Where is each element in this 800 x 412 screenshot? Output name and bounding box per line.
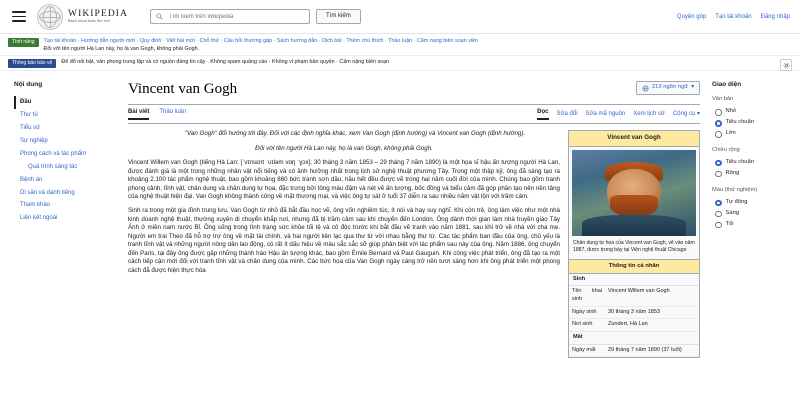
page-title: Vincent van Gogh [128, 81, 238, 98]
infobox [568, 130, 700, 358]
toc-label: Sự nghiệp [20, 138, 48, 145]
sidebar-item-tham-khao[interactable] [14, 199, 114, 212]
hatnote-secondary: Đối với tên người Hà Lan này, họ là van Gogh, không phải Gogh. [255, 144, 433, 152]
globe-icon [37, 4, 63, 30]
infobox-value: Vincent Willem van Gogh [608, 288, 670, 295]
create-account-link[interactable]: Tạo tài khoản [715, 13, 752, 20]
radio-icon[interactable] [715, 222, 722, 229]
text-size-large[interactable] [712, 129, 790, 140]
protection-notice-tag: Thông báo bảo vệ [8, 59, 56, 69]
infobox-key: Ngày mất [572, 346, 596, 353]
logo-wordmark: WIKIPEDIA [68, 8, 129, 19]
infobox-subheader-birth: Sinh [569, 274, 699, 287]
logo-tagline: Bách khoa toàn thư mở [68, 19, 110, 24]
infobox-key: Nơi sinh [572, 321, 593, 328]
sidebar-item-benh-an[interactable] [14, 173, 114, 186]
article-paragraph-1: Vincent Willem van Gogh (tiếng Hà Lan: [ˈvɪnsɛnt ˈʋɪləm vɑŋ ˈɣɔx]; 30 tháng 3 năm 1853 – 29 tháng 7 năm 1890) là một họa sĩ hậu ấn tượng người Hà Lan, được đánh giá là một trong những nhân vật nổi tiếng và có ảnh hưởng nhất trong lịch sử nghệ thuật phương Tây. Trong một thập kỷ, ông đã sáng tạo ra khoảng 2.100 tác phẩm nghệ thuật, bao gồm khoảng 860 bức tranh sơn dầu, hầu hết đều được vẽ trong hai năm cuối đời của mình. Chúng bao gồm tranh phong cảnh, tĩnh vật, chân dung và chân dung tự họa, đặc trưng bởi tông màu đậm và nét vẽ ấn tượng, bốc đồng và biểu cảm đã góp phần tạo nên nền tảng của nghệ thuật hiện đại. Van Gogh không thành công về mặt thương mại, và việc ông tự sát ở tuổi 37 diễn ra sau nhiều năm vật lộn với trầm cảm. [128, 159, 560, 201]
search-button[interactable]: Tìm kiếm [316, 9, 361, 24]
feature-notice-hatnote: Đổi với tên người Hà Lan này, họ là van Gogh, không phải Gogh. [43, 46, 200, 53]
login-link[interactable]: Đăng nhập [760, 13, 790, 20]
infobox-image-caption: Chân dung tự họa của Vincent van Gogh, vẽ vào năm 1887, được trưng bày tại Viện nghệ thuật Chicago [573, 239, 695, 254]
color-light[interactable] [712, 209, 790, 220]
option-label: Tự động [725, 199, 748, 206]
table-row [569, 345, 699, 358]
top-bar-links [677, 0, 790, 34]
page-layout [0, 71, 800, 363]
hatnote: "Van Gogh" đổi hướng tới đây. Đối với các định nghĩa khác, xem Van Gogh (định hướng) và Vincent van Gogh (định hướng). [184, 130, 526, 138]
width-wide[interactable] [712, 169, 790, 180]
feature-notice-links[interactable]: Tạo tài khoản · Hướng dẫn người mới · Quy định · Viết bài mới · Chỗ thử · Câu hỏi thường gặp · Sách hướng dẫn · Dịch bài · Thêm chú thích · Thảo luận · Cẩm nang biên soạn viên [43, 38, 479, 44]
toc-label: Liên kết ngoài [20, 215, 58, 222]
appearance-group-width [712, 147, 790, 180]
tab-article[interactable]: Bài viết [128, 108, 149, 120]
color-dark[interactable] [712, 220, 790, 231]
article-tabs [128, 105, 700, 124]
color-auto[interactable] [712, 198, 790, 209]
sidebar-item-tieu-su[interactable] [14, 122, 114, 135]
radio-icon[interactable] [715, 131, 722, 138]
tools-menu[interactable] [673, 110, 700, 118]
sidebar-item-su-nghiep[interactable] [14, 135, 114, 148]
option-label: Sáng [725, 210, 740, 217]
width-standard[interactable] [712, 158, 790, 169]
option-label: Tiêu chuẩn [725, 119, 754, 126]
appearance-group-label: Màu (thử nghiệm) [712, 186, 758, 193]
donate-link[interactable]: Quyên góp [676, 13, 707, 20]
sidebar-item-phong-cach[interactable] [14, 148, 114, 161]
infobox-title: Vincent van Gogh [569, 131, 699, 147]
feature-notice-tag: Tính năng [8, 38, 39, 48]
protection-notice [0, 56, 800, 71]
toc-list [14, 96, 114, 225]
text-size-standard[interactable] [712, 118, 790, 129]
infobox-key: Ngày sinh [572, 308, 597, 315]
radio-icon[interactable] [715, 171, 722, 178]
infobox-value: Zundert, Hà Lan [608, 321, 648, 328]
appearance-group-text [712, 96, 790, 140]
wikipedia-logo[interactable] [37, 4, 128, 30]
search-input[interactable] [167, 13, 304, 21]
language-selector-button[interactable] [636, 81, 700, 95]
article-paragraph-2: Sinh ra trong một gia đình trung lưu, Van Gogh từ nhỏ đã bắt đầu học vẽ, ông vốn nghiêm túc, ít nói và hay suy nghĩ. Khi còn trẻ, ông làm việc như một nhà kinh doanh nghệ thuật, thường xuyên di chuyển khắp nơi, nhưng đã bị trầm cảm sau khi chuyển đến London. Ông dành thời gian làm nhà truyền giáo Tây Ánh ở miền nam nước Bỉ. Ông sống trong tình trạng sức khỏe tối tệ và cô độc trước khi bắt đầu vẽ tranh vào năm 1881, sau khi trở về nhà với cha mẹ. Người em trai Theo đã hỗ trợ trợ ông về mặt tài chính, và hai người liên lạc qua thư từ với nhau bằng thư từ. Các tác phẩm ban đầu của ông, chủ yếu là tranh tĩnh vật và những người nông dân lao động, có rất ít dấu hiệu về màu sắc sắc sỡ giúp phân biệt với tác phẩm sau này của ông. Năm 1886, ông chuyển đến Paris, tại đây ông được gặp những thành hào Hậu ấn tượng khác, bao gồm Émile Bernard và Paul Gauguin. Khi công việc phát triển, ông đã tạo ra một cách tiếp cận mới đối với tranh tĩnh vật và chân dung của mình. Các bức họa của Van Gogh ngày càng trở nên tươi sáng hơn khi ông phát triển một phong cách đã được hiện thực hóa [128, 207, 560, 274]
search-area [150, 9, 361, 24]
toc-label: Phong cách và tác phẩm [20, 150, 87, 157]
appearance-panel [708, 71, 800, 237]
toc-label: Di sản và danh tiếng [20, 189, 75, 196]
gear-icon[interactable] [780, 59, 792, 71]
appearance-group-label: Văn bản [712, 96, 734, 103]
appearance-title: Giao diện [712, 81, 742, 89]
van-gogh-self-portrait-image[interactable] [572, 150, 696, 236]
tab-history[interactable]: Xem lịch sử [633, 110, 665, 117]
toc-label: Tiểu sử [20, 125, 41, 132]
feature-notice [0, 34, 800, 56]
infobox-value: 30 tháng 3 năm 1853 [608, 308, 660, 315]
table-row [569, 286, 699, 306]
tab-edit-source[interactable]: Sửa mã nguồn [585, 110, 626, 117]
radio-icon[interactable] [715, 200, 722, 207]
sidebar-item-qua-trinh-sang-tac[interactable] [14, 160, 114, 173]
text-size-small[interactable] [712, 107, 790, 118]
language-icon [642, 85, 649, 92]
top-bar [0, 0, 800, 34]
search-icon [156, 13, 163, 20]
sidebar-item-dau[interactable] [14, 96, 114, 109]
infobox-subheader-death: Mất [569, 332, 699, 345]
option-label: Rộng [725, 170, 740, 177]
table-row [569, 307, 699, 320]
infobox-section-header: Thông tin cá nhân [569, 259, 699, 274]
appearance-group-color [712, 187, 790, 231]
radio-icon[interactable] [715, 160, 722, 167]
hamburger-icon[interactable] [12, 11, 26, 22]
option-label: Lớn [725, 130, 736, 137]
sidebar-item-di-san[interactable] [14, 186, 114, 199]
infobox-key: Tên khai sinh [572, 288, 602, 303]
toc-label: Quá trình sáng tác [28, 163, 78, 170]
radio-icon[interactable] [715, 211, 722, 218]
protection-notice-text: Để đổ nổi bật, văn phong trung lập và có nguồn đáng tin cậy · Không spam quảng cáo · Không vi phạm bản quyền · Cấm nặng biên soạn [61, 59, 390, 66]
tools-menu-label: Công cụ [672, 110, 696, 117]
toc-label: Thư tù [20, 112, 38, 119]
radio-icon[interactable] [715, 109, 722, 116]
sidebar-item-lien-ket-ngoai[interactable] [14, 212, 114, 225]
sidebar-item-thu-tu[interactable] [14, 109, 114, 122]
option-label: Tối [725, 221, 734, 228]
search-box[interactable] [150, 9, 310, 24]
table-row [569, 319, 699, 332]
radio-icon[interactable] [715, 120, 722, 127]
option-label: Tiêu chuẩn [725, 159, 754, 166]
article-body [128, 124, 700, 353]
chevron-down-icon: ▾ [691, 84, 694, 91]
table-of-contents [0, 71, 122, 225]
appearance-group-label: Chiều rộng [712, 146, 740, 153]
toc-label: Bệnh án [20, 176, 43, 183]
toc-title: Nội dung [14, 81, 43, 89]
language-count-label: 213 ngôn ngữ [651, 84, 689, 91]
toc-label: Tham khảo [20, 202, 51, 209]
option-label: Nhỏ [725, 108, 737, 115]
tab-edit[interactable]: Sửa đổi [556, 110, 578, 117]
chevron-down-icon: ▾ [696, 110, 700, 117]
tab-discussion[interactable]: Thảo luận [159, 108, 187, 115]
tab-read[interactable]: Đọc [537, 108, 548, 120]
toc-label: Đầu [20, 99, 32, 106]
infobox-value: 29 tháng 7 năm 1890 (37 tuổi) [608, 346, 682, 353]
article-content [122, 71, 708, 363]
